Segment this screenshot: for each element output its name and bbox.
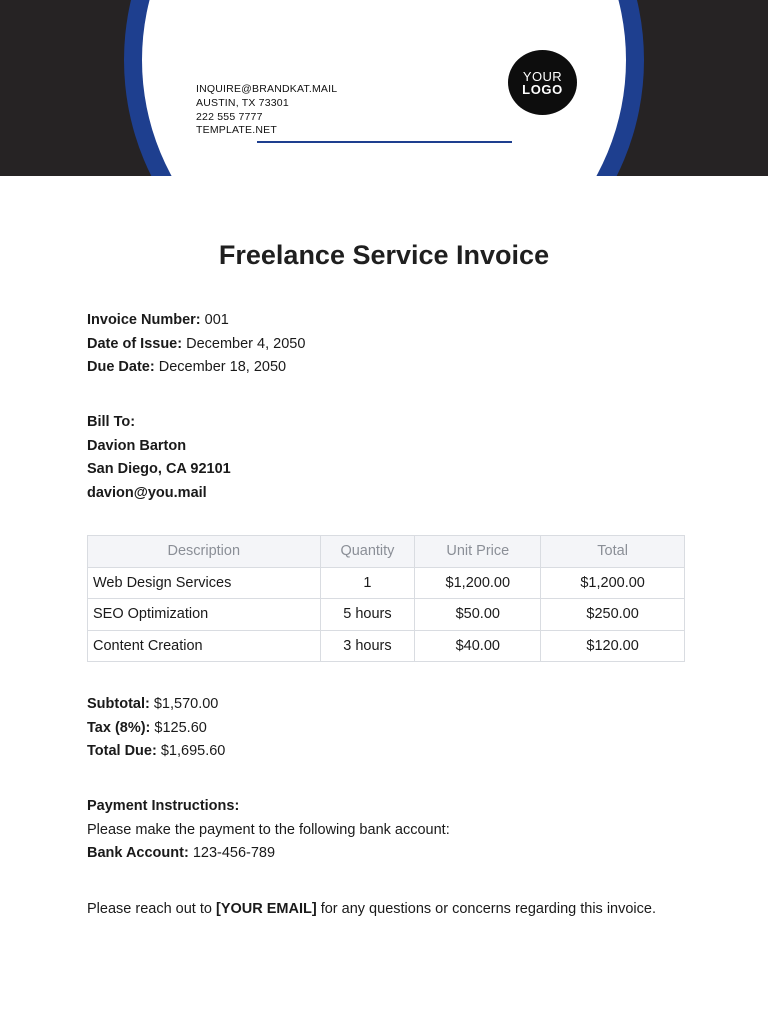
item-description: Web Design Services — [88, 567, 321, 599]
invoice-number-line — [87, 309, 305, 333]
payment-heading: Payment Instructions: — [87, 798, 240, 814]
logo-line-1: YOUR — [522, 68, 563, 84]
due-date-value: December 18, 2050 — [158, 359, 287, 376]
footer-email-placeholder: [YOUR EMAIL] — [215, 901, 317, 917]
item-total: $250.00 — [541, 599, 685, 631]
invoice-title: Freelance Service Invoice — [218, 240, 550, 270]
item-unit-price: $50.00 — [415, 599, 541, 631]
footer-text-before: Please reach out to — [87, 901, 212, 917]
bill-to — [87, 411, 231, 506]
logo-line-2: LOGO — [522, 81, 563, 97]
contact-address: AUSTIN, TX 73301 — [196, 96, 289, 109]
item-quantity: 5 hours — [320, 599, 415, 631]
item-quantity: 1 — [320, 567, 415, 599]
tax-value: $125.60 — [154, 719, 207, 736]
item-quantity: 3 hours — [320, 630, 415, 662]
subtotal-line — [87, 693, 225, 717]
column-header-unit-price: Unit Price — [415, 536, 541, 568]
invoice-meta — [87, 309, 305, 380]
subtotal-value: $1,570.00 — [153, 696, 219, 712]
total-due-label: Total Due: — [87, 743, 157, 760]
tax-line — [87, 717, 225, 741]
invoice-items-table — [87, 535, 685, 662]
invoice-totals — [87, 693, 225, 764]
footer-note — [87, 898, 656, 922]
column-header-quantity: Quantity — [320, 536, 415, 568]
issue-date-line — [87, 333, 305, 357]
header-band — [0, 0, 768, 176]
client-address: San Diego, CA 92101 — [87, 461, 231, 478]
issue-date-value: December 4, 2050 — [186, 335, 306, 352]
contact-website: TEMPLATE.NET — [196, 124, 277, 137]
contact-email: INQUIRE@BRANDKAT.MAIL — [196, 83, 338, 95]
item-description: Content Creation — [88, 630, 321, 662]
bank-account-value: 123-456-789 — [192, 845, 276, 862]
payment-instructions — [87, 795, 450, 866]
invoice-number-value: 001 — [204, 312, 229, 328]
client-name: Davion Barton — [87, 437, 187, 454]
item-unit-price: $40.00 — [415, 630, 541, 662]
bill-to-heading: Bill To: — [87, 414, 136, 430]
table-row — [88, 567, 685, 599]
payment-text: Please make the payment to the following bank account: — [87, 821, 450, 838]
total-due-value: $1,695.60 — [160, 743, 226, 760]
issue-date-label: Date of Issue: — [87, 335, 183, 352]
total-due-line — [87, 740, 225, 764]
invoice-number-label: Invoice Number: — [87, 312, 201, 328]
company-contact — [196, 83, 337, 138]
footer-text-after: for any questions or concerns regarding this invoice. — [320, 901, 656, 917]
table-header-row — [88, 536, 685, 568]
subtotal-label: Subtotal: — [87, 696, 150, 712]
logo-badge — [508, 50, 577, 115]
header-circle-graphic — [0, 0, 768, 176]
item-unit-price: $1,200.00 — [415, 567, 541, 599]
due-date-label: Due Date: — [87, 359, 155, 376]
contact-phone: 222 555 7777 — [196, 110, 263, 123]
tax-label: Tax (8%): — [87, 719, 151, 736]
column-header-total: Total — [541, 536, 685, 568]
column-header-description: Description — [88, 536, 321, 568]
client-email: davion@you.mail — [87, 485, 207, 502]
due-date-line — [87, 356, 305, 380]
footer-line — [87, 898, 656, 922]
item-total: $1,200.00 — [541, 567, 685, 599]
table-row — [88, 630, 685, 662]
item-description: SEO Optimization — [88, 599, 321, 631]
table-row — [88, 599, 685, 631]
bank-account-line — [87, 842, 450, 866]
item-total: $120.00 — [541, 630, 685, 662]
bank-account-label: Bank Account: — [87, 845, 189, 862]
